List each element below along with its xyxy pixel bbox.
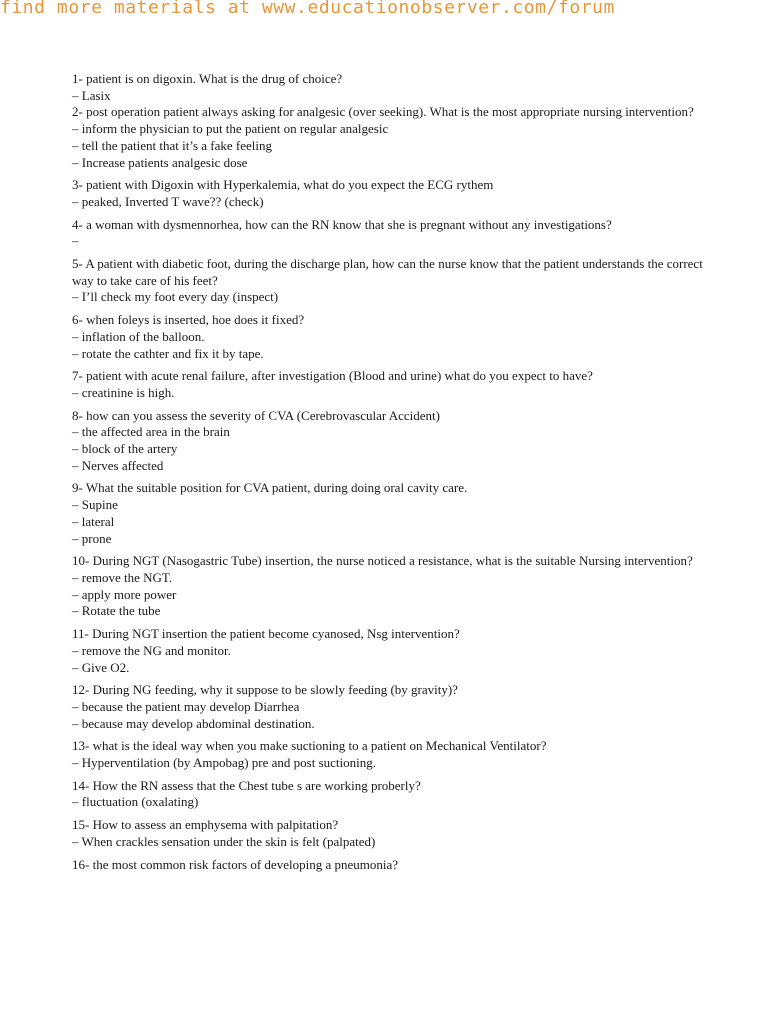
answer-text: – lateral xyxy=(72,513,115,529)
answer-text: – Nerves affected xyxy=(72,457,164,473)
question-text: 16- the most common risk factors of developing a pneumonia? xyxy=(72,856,399,872)
answer-text: – Supine xyxy=(72,497,118,513)
question-block xyxy=(72,738,712,771)
question-block xyxy=(72,217,712,250)
question-text: 10- During NGT (Nasogastric Tube) insertion, the nurse noticed a resistance, what is the suitable Nursing intervention? xyxy=(72,553,693,569)
question-text: 12- During NG feeding, why it suppose to be slowly feeding (by gravity)? xyxy=(72,682,458,698)
question-text: 7- patient with acute renal failure, after investigation (Blood and urine) what do you expect to have? xyxy=(72,368,593,384)
question-text: 15- How to assess an emphysema with palpitation? xyxy=(72,817,339,833)
question-block xyxy=(72,480,712,547)
question-text: 3- patient with Digoxin with Hyperkalemia, what do you expect the ECG rythem xyxy=(72,177,494,193)
answer-text: – Give O2. xyxy=(72,659,130,675)
question-block xyxy=(72,857,712,874)
answer-text: – remove the NG and monitor. xyxy=(72,642,231,658)
question-block xyxy=(72,553,712,620)
answer-text: – fluctuation (oxalating) xyxy=(72,794,199,810)
question-text: 4- a woman with dysmennorhea, how can the RN know that she is pregnant without any investigations? xyxy=(72,216,612,232)
question-text: 14- How the RN assess that the Chest tube s are working proberly? xyxy=(72,777,421,793)
question-text: 13- what is the ideal way when you make suctioning to a patient on Mechanical Ventilator? xyxy=(72,738,547,754)
answer-text: – because the patient may develop Diarrhea xyxy=(72,698,300,714)
answer-text: – Hyperventilation (by Ampobag) pre and post suctioning. xyxy=(72,755,377,771)
question-block xyxy=(72,817,712,850)
answer-text: – creatinine is high. xyxy=(72,384,175,400)
question-block xyxy=(72,71,712,171)
answer-text: – xyxy=(72,233,79,249)
answer-text: – rotate the cathter and fix it by tape. xyxy=(72,345,264,361)
answer-text: – Increase patients analgesic dose xyxy=(72,154,248,170)
question-block xyxy=(72,682,712,732)
question-block xyxy=(72,177,712,210)
answer-text: – Lasix xyxy=(72,87,111,103)
answer-text: – Rotate the tube xyxy=(72,603,161,619)
question-text: 11- During NGT insertion the patient become cyanosed, Nsg intervention? xyxy=(72,626,460,642)
question-text: 8- how can you assess the severity of CVA (Cerebrovascular Accident) xyxy=(72,407,440,423)
question-block xyxy=(72,256,712,306)
watermark-text: find more materials at www.educationobserver.com/forum xyxy=(0,0,615,18)
answer-text: – I’ll check my foot every day (inspect) xyxy=(72,289,279,305)
question-text: 1- patient is on digoxin. What is the drug of choice? xyxy=(72,71,343,86)
question-block xyxy=(72,368,712,401)
question-text: 5- A patient with diabetic foot, during the discharge plan, how can the nurse know that the patient understands the correct way to take care of his feet? xyxy=(72,256,707,288)
question-block xyxy=(72,778,712,811)
answer-text: 2- post operation patient always asking for analgesic (over seeking). What is the most appropriate nursing intervention? xyxy=(72,104,694,120)
answer-text: – tell the patient that it’s a fake feeling xyxy=(72,137,272,153)
question-list xyxy=(72,71,712,879)
question-block xyxy=(72,312,712,362)
answer-text: – inform the physician to put the patient on regular analgesic xyxy=(72,121,389,137)
answer-text: – inflation of the balloon. xyxy=(72,328,205,344)
question-block xyxy=(72,626,712,676)
answer-text: – the affected area in the brain xyxy=(72,424,230,440)
answer-text: – prone xyxy=(72,530,112,546)
answer-text: – When crackles sensation under the skin is felt (palpated) xyxy=(72,833,376,849)
answer-text: – apply more power xyxy=(72,586,177,602)
answer-text: – because may develop abdominal destination. xyxy=(72,715,315,731)
question-text: 9- What the suitable position for CVA patient, during doing oral cavity care. xyxy=(72,480,468,496)
answer-text: – peaked, Inverted T wave?? (check) xyxy=(72,193,264,209)
question-text: 6- when foleys is inserted, hoe does it fixed? xyxy=(72,312,305,328)
answer-text: – remove the NGT. xyxy=(72,569,173,585)
answer-text: – block of the artery xyxy=(72,441,178,457)
question-block xyxy=(72,408,712,475)
